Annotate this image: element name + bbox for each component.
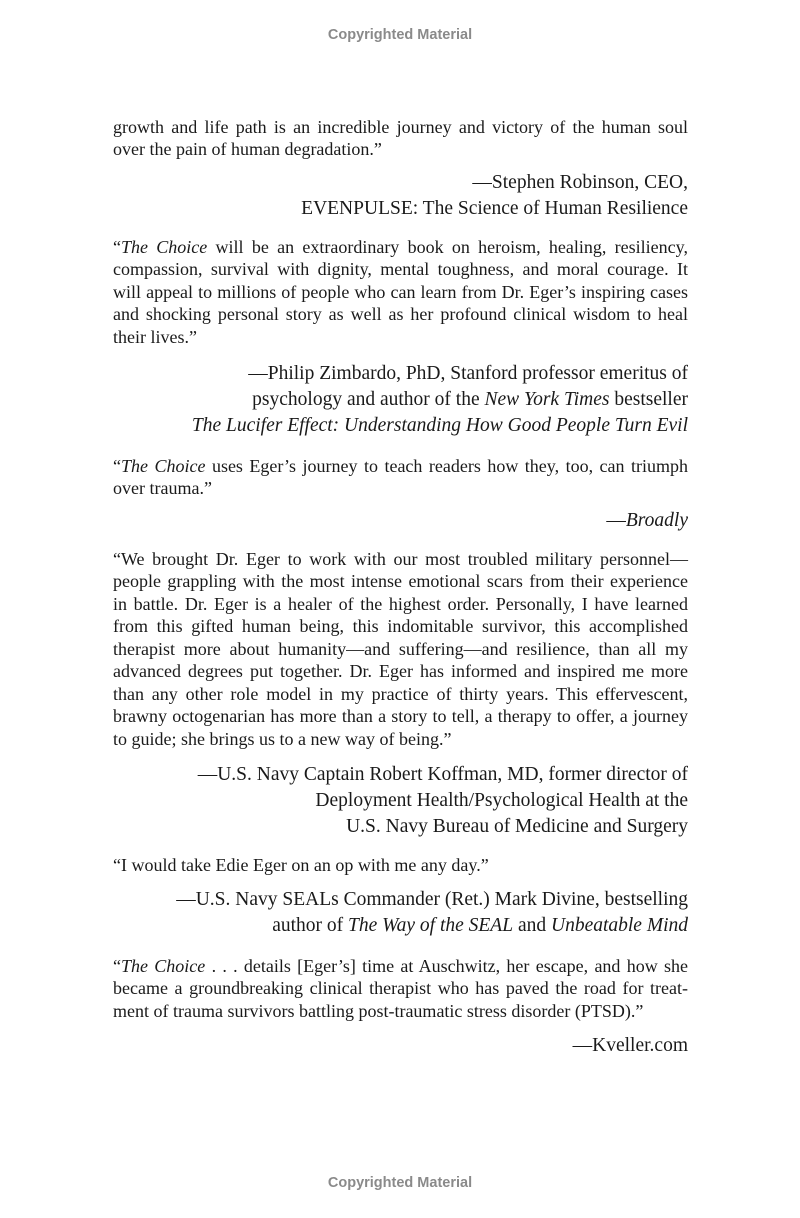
text-segment: “ [113, 956, 121, 976]
quote-line [113, 955, 688, 977]
text-segment: will appeal to millions of people who can learn from Dr. Eger’s inspiring cases [113, 282, 688, 302]
text-segment: —U.S. Navy SEALs Commander (Ret.) Mark Divine, bestselling [176, 889, 688, 910]
text-segment: “I would take Edie Eger on an op with me any day.” [113, 855, 489, 875]
text-segment: in battle. Dr. Eger is a healer of the highest order. Personally, I have learned [113, 594, 688, 614]
text-segment: uses Eger’s journey to teach readers how they, too, can triumph [205, 456, 688, 476]
text-segment: than any other role model in my practice of thirty years. This effervescent, [113, 684, 688, 704]
quote-line [113, 570, 688, 592]
text-segment: and shocking personal story as well as her profound clinical wisdom to heal [113, 304, 688, 324]
text-segment: brawny octogenarian has more than a story to tell, a therapy to offer, a journey [113, 706, 688, 726]
quote-line [113, 854, 688, 876]
quote-line [113, 116, 688, 138]
text-segment: over the pain of human degradation.” [113, 139, 382, 159]
quote-line [113, 705, 688, 727]
attribution-line [113, 790, 688, 812]
text-segment: EVENPULSE: The Science of Human Resilience [301, 198, 688, 219]
text-segment: author of [272, 915, 349, 936]
text-segment: to guide; she brings us to a new way of being.” [113, 729, 452, 749]
quote-line [113, 615, 688, 637]
text-segment: their lives.” [113, 327, 197, 347]
text-segment: from this gifted human being, this indomitable survivor, this accomplished [113, 616, 688, 636]
attribution-line [113, 363, 688, 385]
quote-line [113, 477, 688, 499]
attribution-line [113, 1035, 688, 1057]
attribution-line [113, 889, 688, 911]
text-segment: psychology and author of the [252, 389, 485, 410]
quote-line [113, 548, 688, 570]
text-segment: people grappling with the most intense emotional scars from their experience [113, 571, 688, 591]
text-segment: “ [113, 456, 121, 476]
quote-line [113, 326, 688, 348]
text-segment: will be an extraordinary book on heroism, healing, resiliency, [207, 237, 688, 257]
quote-line [113, 728, 688, 750]
attribution-line [113, 198, 688, 220]
quote-line [113, 303, 688, 325]
italic-title-text: New York Times [484, 389, 610, 410]
quote-line [113, 1000, 688, 1022]
italic-title-text: The Choice [121, 956, 206, 976]
attribution-line [113, 415, 688, 437]
text-segment: therapist more about humanity—and suffering—and resilience, than all my [113, 639, 688, 659]
copyright-watermark-bottom: Copyrighted Material [327, 1175, 473, 1191]
italic-title-text: Unbeatable Mind [550, 915, 688, 936]
text-segment: growth and life path is an incredible journey and victory of the human soul [113, 117, 688, 137]
attribution-line [113, 172, 688, 194]
text-segment: ment of trauma survivors battling post-traumatic stress disorder (PTSD).” [113, 1001, 644, 1021]
italic-title-text: The Way of the SEAL [348, 915, 514, 936]
quote-line [113, 683, 688, 705]
text-segment: —U.S. Navy Captain Robert Koffman, MD, former director of [197, 764, 688, 785]
attribution-line [113, 510, 688, 532]
text-segment: —Philip Zimbardo, PhD, Stanford professor emeritus of [248, 363, 688, 384]
text-segment: . . . details [Eger’s] time at Auschwitz, her escape, and how she [205, 956, 688, 976]
text-segment: U.S. Navy Bureau of Medicine and Surgery [346, 816, 688, 837]
text-segment: and [513, 915, 551, 936]
attribution-line [113, 764, 688, 786]
quote-line [113, 660, 688, 682]
text-segment: —Kveller.com [572, 1035, 688, 1056]
italic-title-text: Broadly [625, 510, 688, 531]
italic-title-text: The Choice [121, 456, 206, 476]
italic-title-text: The Choice [121, 237, 208, 257]
quote-line [113, 455, 688, 477]
italic-title-text: The Lucifer Effect: Understanding How Good People Turn Evil [191, 415, 688, 436]
text-segment: — [606, 510, 626, 531]
attribution-line [113, 915, 688, 937]
quote-line [113, 281, 688, 303]
quote-line [113, 138, 688, 160]
quote-line [113, 236, 688, 258]
text-segment: “We brought Dr. Eger to work with our most troubled military personnel— [113, 549, 688, 569]
attribution-line [113, 389, 688, 411]
quote-line [113, 258, 688, 280]
text-segment: over trauma.” [113, 478, 212, 498]
text-segment: advanced degrees put together. Dr. Eger has informed and inspired me more [113, 661, 688, 681]
text-segment: bestseller [609, 389, 688, 410]
text-segment: —Stephen Robinson, CEO, [472, 172, 688, 193]
text-segment: Deployment Health/Psychological Health at the [315, 790, 688, 811]
quote-line [113, 977, 688, 999]
attribution-line [113, 816, 688, 838]
copyright-watermark-top: Copyrighted Material [327, 27, 473, 43]
quote-line [113, 638, 688, 660]
text-segment: compassion, survival with dignity, mental toughness, and moral courage. It [113, 259, 688, 279]
text-segment: became a groundbreaking clinical therapist who has paved the road for treat- [113, 978, 688, 998]
text-segment: “ [113, 237, 121, 257]
quote-line [113, 593, 688, 615]
